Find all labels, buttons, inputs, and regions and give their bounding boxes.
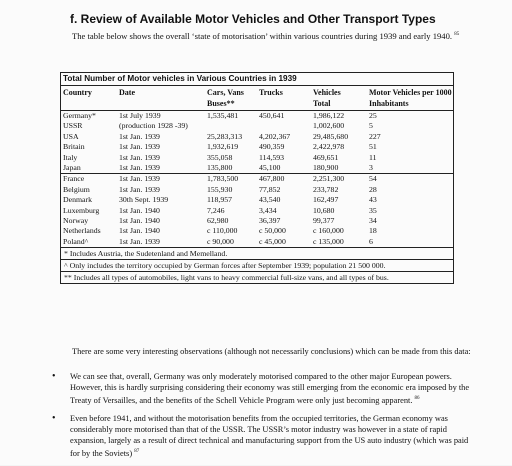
cell-trucks: c 50,000 — [259, 226, 286, 236]
cell-total: 1,002,600 — [313, 121, 345, 131]
cell-per1000: 35 — [369, 205, 377, 215]
cell-total: 99,377 — [313, 215, 335, 225]
cell-country: Norway — [63, 215, 89, 225]
cell-total: 10,680 — [313, 205, 335, 215]
cell-country: Denmark — [63, 195, 93, 205]
cell-country: Japan — [63, 162, 81, 172]
cell-date: 1st Jan. 1939 — [119, 174, 160, 184]
cell-country: USSR — [63, 121, 83, 131]
footnote-ref: 86 — [414, 396, 420, 401]
cell-date: 1st Jan. 1939 — [119, 236, 160, 246]
cell-country: Luxemburg — [63, 205, 100, 215]
cell-total: 469,651 — [313, 152, 339, 162]
bullet-item — [50, 371, 480, 406]
cell-cars: 62,980 — [207, 215, 229, 225]
bullet-item — [50, 413, 480, 459]
observations-list — [50, 371, 480, 466]
table-title: Total Number of Motor vehicles in Various Countries in 1939 — [61, 73, 453, 86]
cell-country: Italy — [63, 152, 78, 162]
cell-trucks: 77,852 — [259, 184, 281, 194]
cell-per1000: 3 — [369, 162, 373, 172]
table-group-major — [61, 111, 453, 173]
table-row — [61, 195, 453, 205]
cell-total: 2,251,300 — [313, 174, 345, 184]
cell-cars: 25,283,313 — [207, 131, 243, 141]
table-row — [61, 163, 453, 173]
cell-trucks: 450,641 — [259, 111, 285, 120]
footnote-ref: 85 — [454, 32, 460, 37]
header-country: Country — [63, 88, 92, 97]
observations-intro: There are some very interesting observations (although not necessarily conclusions) which can be made from this data: — [72, 347, 471, 356]
cell-date: 1st July 1939 — [119, 111, 161, 120]
cell-trucks: 4,202,367 — [259, 131, 291, 141]
cell-cars: 135,800 — [207, 162, 233, 172]
table-row — [61, 185, 453, 195]
table-row — [61, 132, 453, 142]
table-notes — [61, 247, 453, 283]
cell-country: Poland^ — [63, 236, 89, 246]
table-group-occupied — [61, 173, 453, 247]
cell-cars: 118,957 — [207, 195, 233, 205]
header-vehicles: Vehicles Total — [313, 88, 341, 108]
cell-date: 1st Jan. 1939 — [119, 162, 160, 172]
cell-trucks: 3,434 — [259, 205, 277, 215]
cell-total: c 135,000 — [313, 236, 344, 246]
cell-cars: c 90,000 — [207, 236, 234, 246]
cell-per1000: 6 — [369, 236, 373, 246]
cell-date: 1st Jan. 1940 — [119, 215, 160, 225]
cell-trucks: 43,540 — [259, 195, 281, 205]
table-row — [61, 121, 453, 131]
cell-total: c 160,000 — [313, 226, 344, 236]
bullet-text: Even before 1941, and without the motorisation benefits from the occupied territories, the German economy was considerably more motorised than that of the USSR. The USSR’s motor industry was however in a state of rapid expansion, largely as a result of direct technical and manufacturing support from the US auto industry (which was paid for by the Soviets) — [70, 413, 469, 458]
cell-trucks: c 45,000 — [259, 236, 286, 246]
cell-cars: 1,783,500 — [207, 174, 239, 184]
table-row — [61, 142, 453, 152]
cell-per1000: 5 — [369, 121, 373, 131]
cell-cars: 7,246 — [207, 205, 225, 215]
cell-date: 1st Jan. 1940 — [119, 226, 160, 236]
cell-per1000: 227 — [369, 131, 381, 141]
cell-trucks: 45,100 — [259, 162, 281, 172]
cell-per1000: 25 — [369, 111, 377, 120]
cell-cars: 1,535,481 — [207, 111, 239, 120]
cell-country: Britain — [63, 142, 85, 152]
header-date: Date — [119, 88, 135, 97]
cell-trucks: 36,397 — [259, 215, 281, 225]
bullet-dot-icon: • — [52, 371, 56, 382]
cell-total: 162,497 — [313, 195, 339, 205]
table-row — [61, 237, 453, 247]
cell-country: Germany* — [63, 111, 96, 120]
table-row — [61, 216, 453, 226]
table-note: * Includes Austria, the Sudetenland and Memelland. — [61, 247, 453, 259]
table-row — [61, 174, 453, 184]
section-heading: f. Review of Available Motor Vehicles and Other Transport Types — [70, 12, 436, 26]
table-note: ^ Only includes the territory occupied by German forces after September 1939; population 21 500 000. — [61, 259, 453, 271]
cell-date: 1st Jan. 1940 — [119, 205, 160, 215]
cell-total: 2,422,978 — [313, 142, 345, 152]
cell-country: Netherlands — [63, 226, 101, 236]
table-row — [61, 206, 453, 216]
cell-country: USA — [63, 131, 79, 141]
cell-per1000: 43 — [369, 195, 377, 205]
intro-paragraph — [36, 29, 476, 42]
cell-date: 1st Jan. 1939 — [119, 142, 160, 152]
cell-date: 1st Jan. 1939 — [119, 184, 160, 194]
cell-per1000: 28 — [369, 184, 377, 194]
cell-total: 1,986,122 — [313, 111, 345, 120]
cell-cars: 355,058 — [207, 152, 233, 162]
motor-vehicles-table — [60, 72, 454, 284]
cell-country: Belgium — [63, 184, 90, 194]
cell-total: 29,485,680 — [313, 131, 349, 141]
table-header — [61, 86, 453, 111]
cell-trucks: 490,359 — [259, 142, 285, 152]
cell-trucks: 114,593 — [259, 152, 285, 162]
cell-per1000: 18 — [369, 226, 377, 236]
header-cars: Cars, Vans Buses** — [207, 88, 244, 108]
table-row — [61, 111, 453, 121]
cell-total: 180,900 — [313, 162, 339, 172]
cell-date: (production 1928 -39) — [119, 121, 188, 131]
cell-date: 1st Jan. 1939 — [119, 131, 160, 141]
cell-date: 1st Jan. 1939 — [119, 152, 160, 162]
cell-per1000: 34 — [369, 215, 377, 225]
cell-cars: 1,932,619 — [207, 142, 239, 152]
cell-date: 30th Sept. 1939 — [119, 195, 169, 205]
cell-country: France — [63, 174, 85, 184]
header-trucks: Trucks — [259, 88, 283, 97]
cell-per1000: 51 — [369, 142, 377, 152]
table-row — [61, 153, 453, 163]
cell-per1000: 11 — [369, 152, 377, 162]
cell-per1000: 54 — [369, 174, 377, 184]
intro-text: The table below shows the overall ‘state of motorisation’ within various countries during 1939 and early 1940. — [72, 30, 453, 41]
footnote-ref: 87 — [134, 448, 140, 454]
bullet-dot-icon: • — [52, 412, 56, 424]
bullet-text: We can see that, overall, Germany was only moderately motorised compared to the other major European powers. However, this is hardly surprising considering their economy was still emerging from the economic era imposed by the Treaty of Versailles, and the benefits of the Schell Vehicle Program were only just becoming apparent. — [70, 372, 470, 405]
table-row — [61, 226, 453, 236]
table-note: ** Includes all types of automobiles, light vans to heavy commercial full-size vans, and all types of bus. — [61, 271, 453, 283]
cell-cars: 155,930 — [207, 184, 233, 194]
cell-cars: c 110,000 — [207, 226, 238, 236]
cell-total: 233,782 — [313, 184, 339, 194]
header-per1000: Motor Vehicles per 1000 Inhabitants — [369, 88, 452, 108]
cell-trucks: 467,800 — [259, 174, 285, 184]
